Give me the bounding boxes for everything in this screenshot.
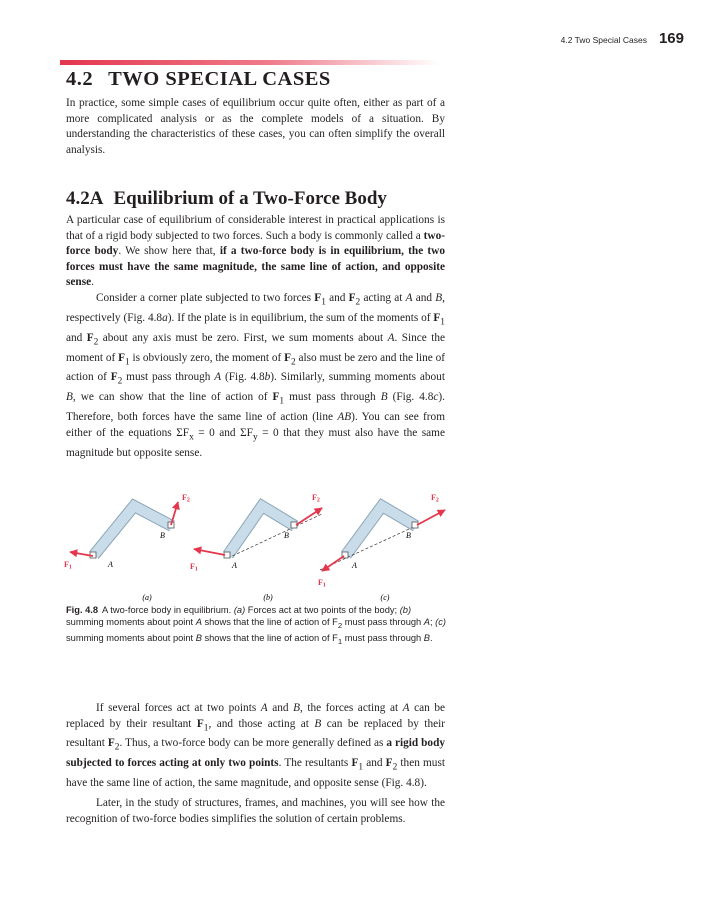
caption-text: B — [195, 632, 202, 643]
text: , we can show that the line of action of — [72, 391, 273, 404]
caption-text: A — [423, 617, 430, 627]
subscript: 1 — [203, 722, 209, 733]
force-letter: F — [318, 578, 323, 587]
symbol-F: F — [107, 737, 115, 750]
caption-text: ; — [430, 617, 436, 627]
paragraph-corner-plate — [66, 291, 445, 461]
text: = 0 and ΣF — [193, 426, 253, 439]
text: must pass through — [122, 371, 215, 384]
symbol-A: A — [387, 331, 395, 344]
text: and — [267, 702, 294, 714]
force-subscript: 2 — [186, 497, 190, 504]
symbol-F: F — [86, 331, 94, 344]
symbol-B: B — [293, 702, 300, 714]
text: A particular case of equilibrium of considerable interest in practical applications is that of a rigid body subjected to two forces. Such a body is commonly called a — [66, 214, 445, 242]
subscript: 2 — [93, 336, 99, 347]
term-two-force-body: two-force body — [66, 229, 445, 258]
text: . We show here that, — [118, 245, 220, 258]
subscript: 1 — [358, 762, 364, 773]
text: , the forces acting at — [299, 702, 403, 714]
symbol-A: A — [405, 292, 413, 304]
label-point-b: B — [284, 531, 289, 540]
text: ). Therefore, both forces have the same line of action (line — [66, 391, 445, 424]
caption-text: (a) — [233, 605, 246, 615]
caption-text: Forces act at two points of the body; — [245, 605, 400, 615]
caption-text: summing moments about point — [66, 632, 196, 643]
label-f1 — [64, 560, 72, 571]
running-head — [561, 30, 684, 47]
force-letter: F — [182, 493, 187, 502]
force-letter: F — [431, 493, 436, 502]
subscript: 2 — [355, 297, 361, 308]
force-letter: F — [312, 493, 317, 502]
label-f2 — [182, 493, 190, 504]
subsection-title-text: Equilibrium of a Two-Force Body — [113, 188, 387, 209]
subscript: 2 — [392, 762, 398, 773]
panel-c — [318, 493, 445, 602]
symbol-F: F — [433, 311, 441, 324]
label-f1 — [190, 562, 198, 573]
force-f1-arrow — [70, 552, 93, 556]
force-subscript: 1 — [194, 566, 198, 573]
label-point-a: A — [352, 561, 357, 570]
caption-text: must pass through — [342, 632, 424, 643]
caption-subscript: 2 — [337, 620, 343, 630]
symbol-F: F — [351, 757, 359, 770]
text: ). If the plate is in equilibrium, the sum of the moments of — [167, 311, 434, 324]
force-subscript: 2 — [316, 497, 320, 504]
text: . The resultants — [278, 757, 352, 770]
figure-caption — [66, 604, 446, 648]
label-point-b: B — [406, 531, 411, 540]
caption-text: (c) — [435, 617, 447, 627]
fig-ref: c — [433, 391, 439, 404]
intro-paragraph: In practice, some simple cases of equilibrium occur quite often, either as part of a more complicated analysis or as the complete models of a situation. By understanding the characteristics of these cases, you can often simplify the overall analysis. — [66, 97, 445, 156]
text: and — [66, 331, 87, 344]
paragraph-resultants — [66, 701, 445, 792]
force-f1-arrow — [322, 556, 344, 571]
text: Consider a corner plate subjected to two forces — [96, 292, 315, 304]
label-point-b: B — [160, 531, 165, 540]
force-f2-arrow — [171, 502, 178, 525]
text: , respectively (Fig. 4.8 — [66, 292, 445, 324]
panel-label-a: (a) — [142, 593, 152, 602]
text: (Fig. 4.8 — [387, 391, 434, 404]
text: = 0 that they must also have the same magnitude but opposite sense. — [66, 426, 445, 459]
paragraph-later: Later, in the study of structures, frames, and machines, you will see how the recognition of two-force bodies simplifies the solution of certain problems. — [66, 797, 445, 825]
caption-text: B — [423, 632, 430, 643]
symbol-F: F — [284, 351, 291, 364]
paragraph-two-force-definition — [66, 213, 445, 291]
subscript: 1 — [125, 356, 130, 367]
force-f2-arrow — [296, 508, 322, 525]
text: and — [412, 292, 436, 304]
label-f2 — [312, 493, 320, 504]
text: can be replaced by their resultant — [66, 702, 445, 730]
symbol-B: B — [435, 292, 443, 304]
symbol-A: A — [260, 702, 268, 714]
subscript: x — [189, 431, 194, 442]
symbol-B: B — [314, 717, 322, 730]
symbol-A: A — [402, 702, 410, 714]
caption-text: A two-force body in equilibrium. — [102, 605, 234, 615]
text: must pass through — [284, 391, 381, 404]
section-accent-bar — [60, 60, 440, 65]
text: and — [325, 292, 349, 304]
symbol-F: F — [314, 292, 322, 304]
subsection-number: 4.2A — [66, 188, 104, 209]
text: (Fig. 4.8 — [221, 371, 265, 384]
subscript: 2 — [114, 742, 120, 753]
text: ). You can see from either of the equations ΣF — [66, 411, 445, 439]
caption-text: summing moments about point — [66, 617, 196, 627]
text: If several forces act at two points — [96, 702, 261, 714]
text: and — [363, 757, 386, 770]
caption-subscript: 1 — [337, 636, 343, 646]
figure-4-8 — [60, 480, 460, 602]
subscript: y — [252, 431, 258, 442]
key-statement: if a two-force body is in equilibrium, the two forces must have the same magnitude, the same line of action, and opposite sense — [66, 245, 445, 289]
label-f2 — [431, 493, 439, 504]
caption-text: must pass through — [342, 617, 424, 627]
text: . Thus, a two-force body can be more generally defined as — [119, 737, 387, 750]
subscript: 2 — [117, 376, 123, 387]
symbol-F: F — [118, 351, 125, 364]
text: is obviously zero, the moment of — [129, 351, 285, 364]
caption-text: . — [430, 632, 433, 643]
section-number: 4.2 — [66, 68, 94, 90]
text: then must have the same line of action, the same magnitude, and opposite sense (Fig. 4.8). — [66, 757, 445, 790]
subscript: 1 — [440, 317, 445, 328]
force-subscript: 2 — [435, 497, 439, 504]
symbol-B: B — [380, 391, 388, 404]
symbol-F: F — [348, 292, 356, 304]
symbol-F: F — [272, 391, 280, 404]
symbol-AB: AB — [337, 411, 352, 424]
text: can be replaced by their resultant — [66, 717, 446, 750]
text: , and those acting at — [208, 717, 315, 730]
page-number: 169 — [658, 30, 684, 47]
text: ). Similarly, summing moments about — [270, 371, 445, 384]
force-f1-arrow — [194, 549, 225, 555]
symbol-B: B — [66, 391, 73, 404]
panel-b — [190, 493, 322, 602]
running-head-section: 4.2 Two Special Cases — [560, 35, 647, 45]
force-letter: F — [64, 560, 69, 569]
subscript: 1 — [321, 297, 326, 308]
text: . Since the moment of — [66, 331, 445, 364]
label-f1 — [318, 578, 326, 589]
caption-text: shows that the line of action of F — [201, 617, 338, 627]
subscript: 2 — [290, 356, 296, 367]
caption-text: shows that the line of action of F — [201, 632, 338, 643]
symbol-F: F — [110, 371, 118, 384]
caption-label: Fig. 4.8 — [66, 605, 99, 615]
panel-label-b: (b) — [263, 593, 273, 602]
caption-text: A — [195, 617, 202, 627]
symbol-A: A — [214, 371, 222, 384]
fig-ref: a — [162, 311, 168, 324]
panel-label-c: (c) — [380, 593, 390, 602]
text: also must be zero and the line of action of — [66, 351, 446, 384]
text: . — [91, 276, 94, 289]
force-f2-arrow — [417, 510, 445, 525]
fig-ref: b — [264, 371, 271, 384]
subscript: 1 — [279, 396, 285, 407]
force-subscript: 1 — [68, 564, 72, 571]
subsection-title — [66, 188, 387, 210]
key-definition: a rigid body subjected to forces acting at only two points — [66, 737, 445, 770]
label-point-a: A — [232, 561, 237, 570]
text: about any axis must be zero. First, we sum moments about — [98, 331, 388, 344]
label-point-a: A — [108, 560, 113, 569]
section-title-text: TWO SPECIAL CASES — [108, 68, 331, 90]
section-title — [66, 68, 331, 91]
force-letter: F — [190, 562, 195, 571]
panel-a — [64, 493, 190, 602]
symbol-F: F — [385, 757, 393, 770]
text: acting at — [360, 292, 406, 304]
force-subscript: 1 — [322, 582, 326, 589]
symbol-F: F — [196, 717, 204, 730]
caption-text: (b) — [399, 605, 412, 615]
